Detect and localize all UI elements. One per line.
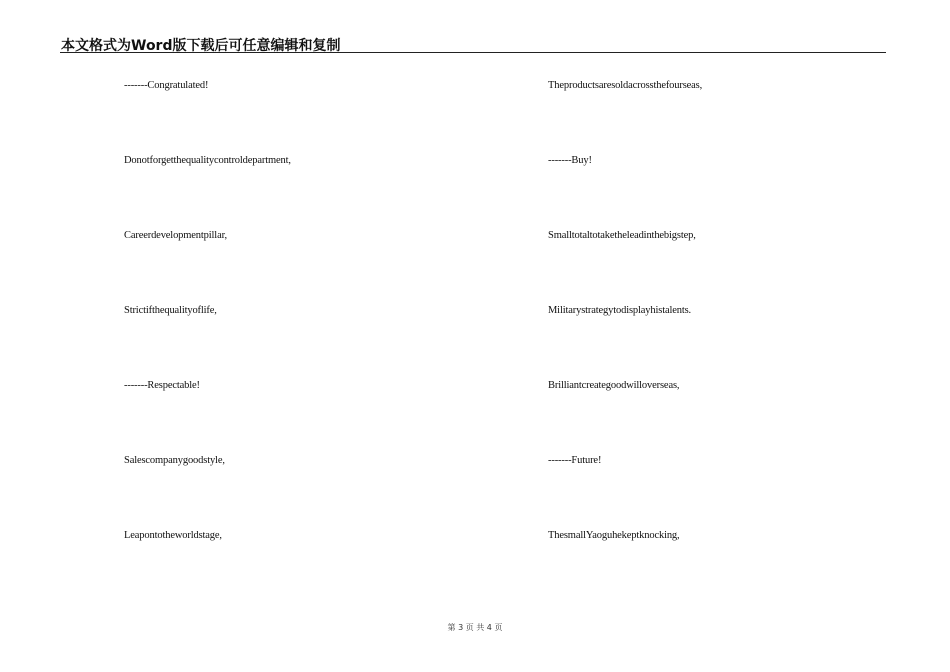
verse-line: Militarystrategytodisplayhistalents. [548, 305, 692, 316]
verse-line: Theproductsaresoldacrossthefourseas, [548, 80, 703, 91]
verse-line: Brilliantcreategoodwilloverseas, [548, 380, 680, 391]
verse-line: Donotforgetthequalitycontroldepartment, [124, 155, 291, 166]
verse-line: -------Congratulated! [124, 80, 209, 91]
verse-line: -------Respectable! [124, 380, 200, 391]
document-header-title: 本文格式为Word版下载后可任意编辑和复制 [61, 38, 341, 54]
page-number-footer: 第 3 页 共 4 页 [447, 623, 503, 632]
verse-line: ThesmallYaoguhekeptknocking, [548, 530, 680, 541]
verse-line: Leapontotheworldstage, [124, 530, 222, 541]
verse-line: Salescompanygoodstyle, [124, 455, 225, 466]
verse-line: Careerdevelopmentpillar, [124, 230, 227, 241]
header-divider [60, 52, 886, 53]
verse-line: -------Buy! [548, 155, 592, 166]
verse-line: Strictifthequalityoflife, [124, 305, 217, 316]
verse-line: -------Future! [548, 455, 602, 466]
verse-line: Smalltotaltotaketheleadinthebigstep, [548, 230, 696, 241]
